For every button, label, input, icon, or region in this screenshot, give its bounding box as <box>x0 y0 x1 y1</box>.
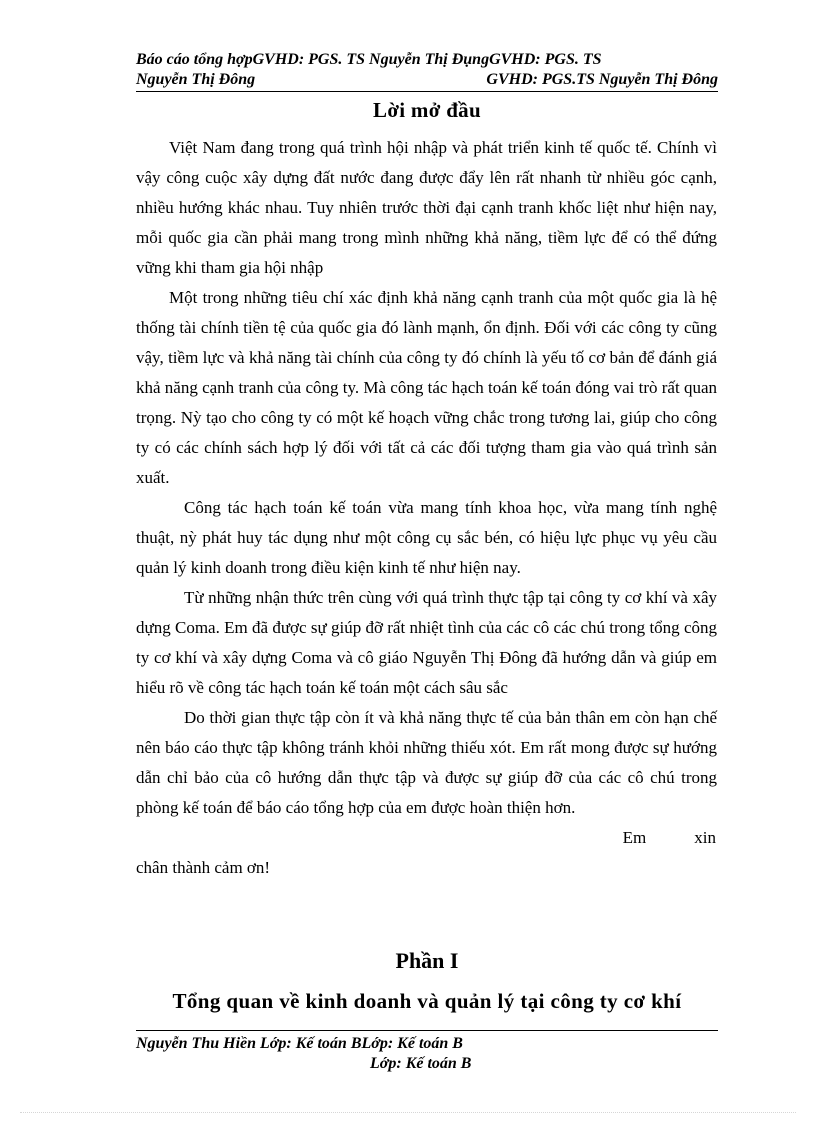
header-line-2 <box>136 70 718 90</box>
paragraph-2: Một trong những tiêu chí xác định khả năng cạnh tranh của một quốc gia là hệ thống tài chính tiền tệ của quốc gia đó lành mạnh, ổn định. Đối với các công ty cũng vậy, tiềm lực và khả năng tài chính của công ty đó chính là yếu tố cơ bản để đánh giá khả năng cạnh tranh của công ty. Mà công tác hạch toán kế toán đóng vai trò rất quan trọng. Nỳ tạo cho công ty có một kế hoạch vững chắc trong tương lai, giúp cho công ty có các chính sách hợp lý đối với tất cả các đối tượng tham gia vào quá trình sản xuất. <box>136 288 717 487</box>
closing-line-2: chân thành cảm ơn! <box>136 858 271 877</box>
section-label: Phần I <box>395 948 459 973</box>
document-body <box>136 133 717 883</box>
page-title: Lời mở đầu <box>373 98 481 122</box>
section-title: Tổng quan về kinh doanh và quản lý tại công ty cơ khí <box>172 989 682 1013</box>
footer-line-2: Lớp: Kế toán B <box>370 1055 472 1072</box>
paragraph-5: Do thời gian thực tập còn ít và khả năng thực tế của bản thân em còn hạn chế nên báo cáo thực tập không tránh khỏi những thiếu xót. Em rất mong được sự hướng dẫn chỉ bảo của cô hướng dẫn thực tập và được sự giúp đỡ của các cô chú trong phòng kế toán để báo cáo tổng hợp của em được hoàn thiện hơn. <box>136 708 717 817</box>
closing-word-em: Em <box>622 828 647 847</box>
header-author: Nguyễn Thị Đông <box>136 71 256 88</box>
paragraph-1: Việt Nam đang trong quá trình hội nhập và phát triển kinh tế quốc tế. Chính vì vậy công cuộc xây dựng đất nước đang được đẩy lên rất nhanh từ nhiều góc cạnh, nhiều hướng khác nhau. Tuy nhiên trước thời đại cạnh tranh khốc liệt như hiện nay, mỗi quốc gia cần phải mang trong mình những khả năng, tiềm lực để có thể đứng vững khi tham gia hội nhập <box>136 138 717 277</box>
header-line-1: Báo cáo tổng hợpGVHD: PGS. TS Nguyễn Thị ĐụngGVHD: PGS. TS <box>136 51 602 68</box>
paragraph-3: Công tác hạch toán kế toán vừa mang tính khoa học, vừa mang tính nghệ thuật, nỳ phát huy tác dụng như một công cụ sắc bén, có hiệu lực phục vụ yêu cầu quản lý kinh doanh trong điều kiện kinh tế như hiện nay. <box>136 498 717 577</box>
closing-word-xin: xin <box>694 828 716 847</box>
page-footer <box>136 1034 718 1074</box>
header-supervisor: GVHD: PGS.TS Nguyễn Thị Đông <box>486 71 718 88</box>
closing-line-1 <box>136 823 717 853</box>
footer-line-1: Nguyễn Thu Hiền Lớp: Kế toán BLớp: Kế toán B <box>136 1035 463 1052</box>
header-divider <box>136 91 718 92</box>
page-header <box>136 50 718 90</box>
page-bottom-edge <box>20 1112 796 1113</box>
footer-divider <box>136 1030 718 1031</box>
paragraph-4: Từ những nhận thức trên cùng với quá trình thực tập tại công ty cơ khí và xây dựng Coma. Em đã được sự giúp đỡ rất nhiệt tình của các cô các chú trong tổng công ty cơ khí và xây dựng Coma và cô giáo Nguyễn Thị Đông đã hướng dẫn và giúp em hiểu rõ về công tác hạch toán kế toán một cách sâu sắc <box>136 588 717 697</box>
